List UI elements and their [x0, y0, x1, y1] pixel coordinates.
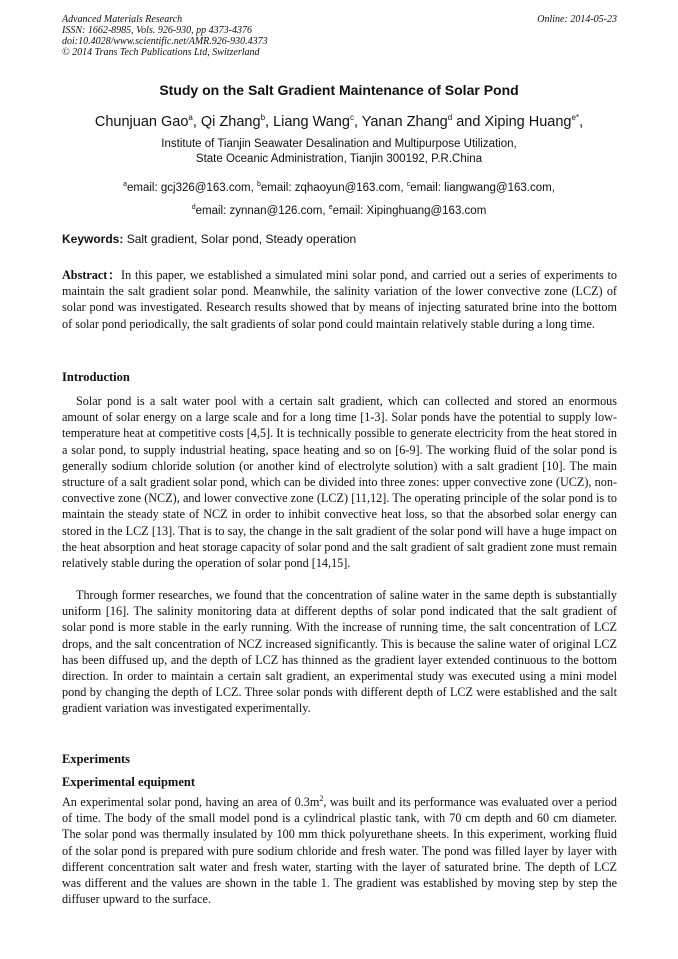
email-list — [0, 175, 678, 221]
author: Chunjuan Gao — [94, 113, 189, 130]
keywords-text: Salt gradient, Solar pond, Steady operation — [126, 232, 357, 246]
email: email: Xipinghuang@163.com — [332, 204, 487, 217]
abstract — [62, 267, 617, 332]
journal-name: Advanced Materials Research — [62, 14, 183, 25]
affiliation-line: Institute of Tianjin Seawater Desalination and Multipurpose Utilization, — [161, 138, 517, 150]
affiliation — [0, 137, 678, 167]
author-separator: , — [265, 113, 274, 130]
equipment-text: An experimental solar pond, having an area of 0.3m — [62, 795, 320, 810]
issn-line: ISSN: 1662-8985, Vols. 926-930, pp 4373-4376 — [62, 25, 252, 36]
author-separator: , — [579, 113, 584, 130]
author-separator: , — [192, 113, 201, 130]
email: email: zynnan@126.com, — [195, 204, 329, 217]
abstract-text: In this paper, we established a simulated mini solar pond, and carried out a series of experiments to maintain the salt gradient solar pond. Meanwhile, the salinity variation of the lower convective zone (LCZ) of solar pond was investigated. Research results showed that by means of injecting saturated brine into the bottom of solar pond periodically, the salt gradients of solar pond could maintain relatively stable during a long time. — [62, 268, 617, 331]
author-sup: c — [349, 113, 354, 122]
author: Yanan Zhang — [361, 113, 448, 130]
email: email: liangwang@163.com, — [410, 181, 555, 194]
section-heading-experiments: Experiments — [62, 752, 131, 766]
superscript: 2 — [319, 794, 324, 803]
author: Xiping Huang — [484, 113, 572, 130]
email-line — [0, 175, 678, 198]
online-date: Online: 2014-05-23 — [537, 14, 617, 25]
email-sup: e — [328, 203, 333, 211]
keywords-label: Keywords: — [62, 232, 124, 246]
copyright-line: © 2014 Trans Tech Publications Ltd, Switzerland — [62, 47, 260, 58]
doi-line: doi:10.4028/www.scientific.net/AMR.926-930.4373 — [62, 36, 268, 47]
keywords — [62, 232, 617, 246]
paragraph — [62, 791, 617, 907]
email-sup: a — [123, 181, 127, 188]
email-sup: c — [406, 181, 411, 188]
author: Qi Zhang — [200, 113, 261, 130]
author-separator: and — [452, 113, 485, 130]
email: email: gcj326@163.com, — [127, 181, 257, 194]
author-sup: b — [260, 113, 266, 122]
journal-meta — [62, 14, 617, 58]
subsection-heading-equipment: Experimental equipment — [62, 775, 195, 789]
author: Liang Wang — [273, 113, 350, 130]
section-heading-introduction: Introduction — [62, 370, 130, 384]
email-line — [0, 198, 678, 221]
author-list — [0, 113, 678, 130]
author-separator: , — [353, 113, 362, 130]
paragraph: Through former researches, we found that the concentration of saline water in the same depth is substantially uniform [16]. The salinity monitoring data at different depths of solar pond indicated that the salt gradient of solar pond is more stable in the early running. With the increase of running time, the salt concentration of LCZ drops, and the salt concentration of NCZ increased significantly. This is because the saline water of original LCZ has been diffused up, and the depth of LCZ has thinned as the gradient layer extended continuous to the bottom direction. In order to maintain a certain salt gradient, an experimental study was executed using a mini model pond by changing the depth of LCZ. Three solar ponds with different depth of LCZ were established and the salt gradient variation was investigated experimentally. — [62, 588, 617, 716]
email-sup: b — [256, 181, 261, 188]
author-sup: e* — [571, 113, 580, 122]
author-sup: a — [188, 113, 193, 122]
paper-title: Study on the Salt Gradient Maintenance of Solar Pond — [159, 82, 519, 98]
email-sup: d — [191, 203, 196, 211]
email: email: zqhaoyun@163.com, — [260, 181, 407, 194]
abstract-label: Abstract： — [62, 268, 122, 282]
author-sup: d — [447, 113, 453, 122]
affiliation-line: State Oceanic Administration, Tianjin 300192, P.R.China — [195, 153, 483, 165]
equipment-text: , was built and its performance was evaluated over a period of time. The body of the small model pond is a cylindrical plastic tank, with 70 cm depth and 60 cm diameter. The solar pond was thermally insulated by 100 mm thick polyurethane sheets. In this experiment, working fluid of the solar pond is prepared with pure sodium chloride and fresh water. The pond was filled layer by layer with different concentration salt water and fresh water, starting with the layer of saturated brine. The depth of LCZ was different and the values are shown in the table 1. The gradient was established by moving step by step the diffuser upward to the surface. — [62, 795, 617, 907]
paragraph: Solar pond is a salt water pool with a certain salt gradient, which can collected and stored an enormous amount of solar energy on a large scale and for a long time [1-3]. Solar ponds have the potential to supply low-temperature heat at competitive costs [4,5]. It is technically possible to generate electricity from the heat stored in a solar pond, to supply industrial heating, space heating and so on [6-9]. The working fluid of the solar pond is generally sodium chloride solution (or another kind of electrolyte solution) with a salt gradient [10]. The main structure of a salt gradient solar pond, which can be divided into three zones: upper convective zone (UCZ), non-convective zone (NCZ), and lower convective zone (LCZ) [11,12]. The operating principle of the solar pond is to maintain the steady state of NCZ in order to inhibit convective heat loss, so that the absorbed solar energy can stored in the LCZ [13]. That is to say, the change in the salt gradient of the solar pond will have a huge impact on the heat absorption and heat storage capacity of solar pond and the salt gradient of salt gradient zone must remain relatively stable during the operation of solar pond [14,15]. — [62, 394, 617, 571]
